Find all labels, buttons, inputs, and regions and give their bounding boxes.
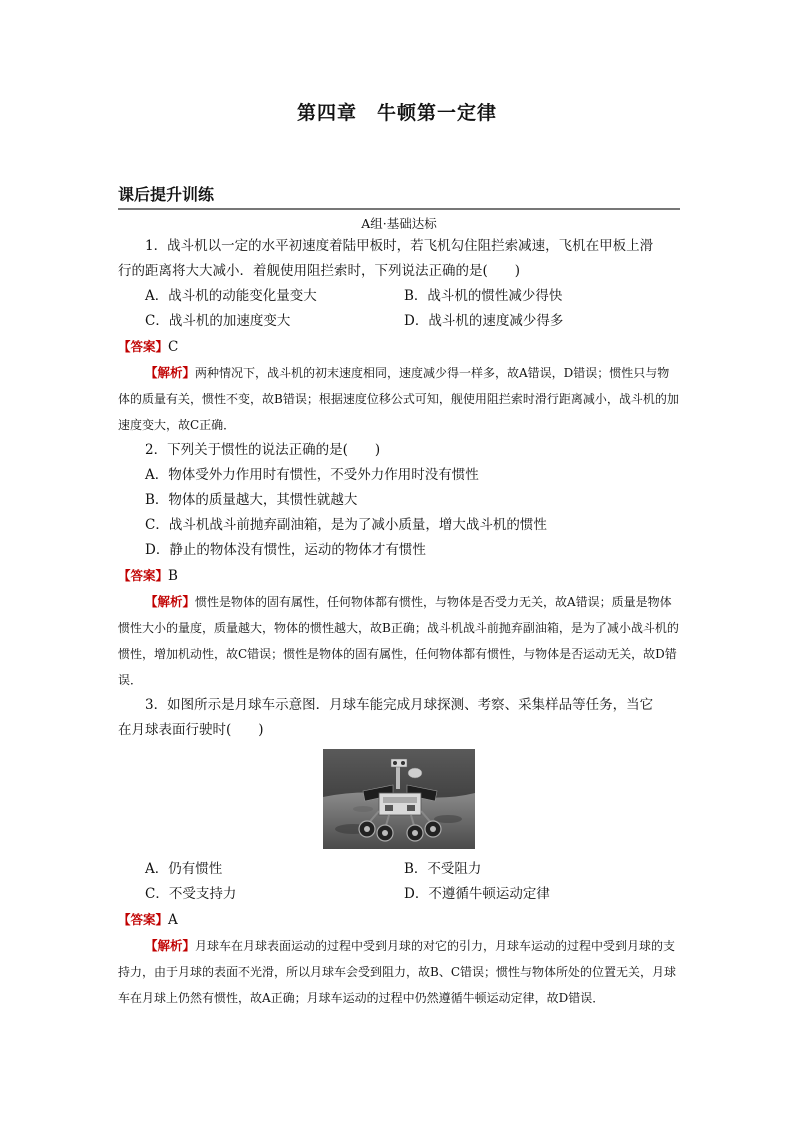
q1-option-d: D．战斗机的速度减少得多 <box>404 313 564 329</box>
q1-analysis <box>118 360 680 438</box>
q3-answer-value: A <box>168 912 178 928</box>
q1-option-a: A．战斗机的动能变化量变大 <box>145 288 317 304</box>
q2-answer <box>118 563 680 589</box>
q3-option-b: B．不受阻力 <box>404 861 482 877</box>
q1-options <box>118 284 680 334</box>
q1-option-b: B．战斗机的惯性减少得快 <box>404 288 563 304</box>
q2-option-b: B．物体的质量越大，其惯性就越大 <box>145 492 358 508</box>
q1-option-c: C．战斗机的加速度变大 <box>145 313 291 329</box>
rover-figure <box>118 749 680 849</box>
chapter-title: 第四章 牛顿第一定律 <box>296 102 497 124</box>
q3-option-c: C．不受支持力 <box>145 886 237 902</box>
q3-option-d: D．不遵循牛顿运动定律 <box>404 886 550 902</box>
q3-stem-line2: 在月球表面行驶时( ) <box>118 722 264 738</box>
lunar-rover-image <box>323 749 475 849</box>
q1-answer <box>118 334 680 360</box>
q2-stem: 2．下列关于惯性的说法正确的是( ) <box>145 442 381 458</box>
q3-option-a: A．仍有惯性 <box>145 861 223 877</box>
q3-analysis <box>118 933 680 1011</box>
q2-option-a: A．物体受外力作用时有惯性，不受外力作用时没有惯性 <box>145 467 479 483</box>
q2-analysis-text: 惯性是物体的固有属性，任何物体都有惯性，与物体是否受力无关，故A错误；质量是物体惯性大小的量度，质量越大，物体的惯性越大，故B正确；战斗机战斗前抛弃副油箱，是为了减小战斗机的惯性，增加机动性，故C错误；惯性是物体的固有属性，任何物体都有惯性，与物体是否运动无关，故D错误． <box>118 595 679 687</box>
answer-tag: 【答案】 <box>118 339 169 354</box>
q3-answer <box>118 907 680 933</box>
q2-analysis <box>118 589 680 693</box>
group-title: A组·基础达标 <box>361 216 437 231</box>
answer-tag: 【答案】 <box>118 912 169 927</box>
q1-stem-line2: 行的距离将大大减小．着舰使用阻拦索时，下列说法正确的是( ) <box>118 263 521 279</box>
q1-analysis-text: 两种情况下，战斗机的初末速度相同，速度减少得一样多，故A错误，D错误；惯性只与物体的质量有关，惯性不变，故B错误；根据速度位移公式可知，舰使用阻拦索时滑行距离减小，战斗机的加速度变大，故C正确． <box>118 366 679 432</box>
q1-answer-value: C <box>168 339 179 355</box>
analysis-tag: 【解析】 <box>145 938 196 953</box>
analysis-tag: 【解析】 <box>145 365 196 380</box>
q3-analysis-text: 月球车在月球表面运动的过程中受到月球的对它的引力，月球车运动的过程中受到月球的支持力，由于月球的表面不光滑，所以月球车会受到阻力，故B、C错误；惯性与物体所处的位置无关，月球车在月球上仍然有惯性，故A正确；月球车运动的过程中仍然遵循牛顿运动定律，故D错误． <box>118 939 677 1005</box>
section-title: 课后提升训练 <box>118 182 680 210</box>
q3-options <box>118 857 680 907</box>
q1-stem-line1: 1．战斗机以一定的水平初速度着陆甲板时，若飞机勾住阻拦索减速，飞机在甲板上滑 <box>145 238 654 254</box>
q3-stem-line1: 3．如图所示是月球车示意图．月球车能完成月球探测、考察、采集样品等任务，当它 <box>145 697 654 713</box>
answer-tag: 【答案】 <box>118 568 169 583</box>
q2-option-c: C．战斗机战斗前抛弃副油箱，是为了减小质量，增大战斗机的惯性 <box>145 517 547 533</box>
q2-option-d: D．静止的物体没有惯性，运动的物体才有惯性 <box>145 542 426 558</box>
content <box>118 214 680 1011</box>
analysis-tag: 【解析】 <box>145 594 196 609</box>
q2-answer-value: B <box>168 568 178 584</box>
